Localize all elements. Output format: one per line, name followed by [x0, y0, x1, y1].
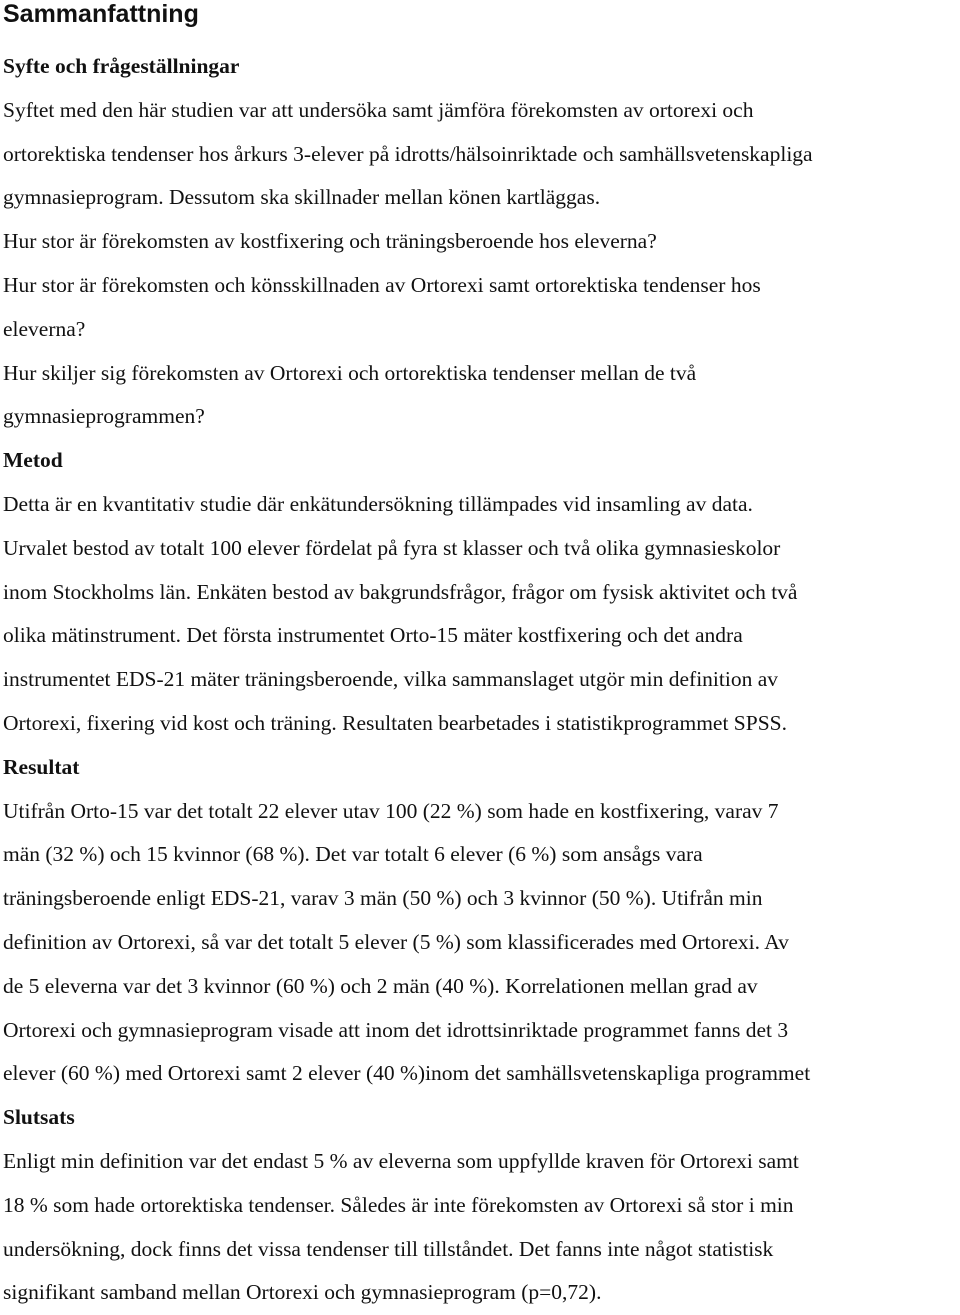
text-line: de 5 eleverna var det 3 kvinnor (60 %) och 2 män (40 %). Korrelationen mellan grad av [3, 973, 758, 998]
text-line: signifikant samband mellan Ortorexi och gymnasieprogram (p=0,72). [3, 1280, 602, 1305]
text-line: träningsberoende enligt EDS-21, varav 3 män (50 %) och 3 kvinnor (50 %). Utifrån min [3, 886, 763, 911]
document-page [3, 0, 958, 1315]
section-syfte [3, 45, 958, 439]
text-line: Urvalet bestod av totalt 100 elever fördelat på fyra st klasser och två olika gymnasieskolor [3, 535, 781, 560]
section-heading-syfte: Syfte och frågeställningar [3, 54, 240, 78]
text-line: elever (60 %) med Ortorexi samt 2 elever (40 %)inom det samhällsvetenskapliga programmet [3, 1061, 811, 1086]
text-line: Detta är en kvantitativ studie där enkätundersökning tillämpades vid insamling av data. [3, 491, 753, 516]
text-line: Hur stor är förekomsten av kostfixering och träningsberoende hos eleverna? [3, 229, 657, 254]
text-line: Enligt min definition var det endast 5 % av eleverna som uppfyllde kraven för Ortorexi samt [3, 1148, 799, 1173]
text-line: Syftet med den här studien var att undersöka samt jämföra förekomsten av ortorexi och [3, 97, 754, 122]
text-line: Utifrån Orto-15 var det totalt 22 elever utav 100 (22 %) som hade en kostfixering, varav 7 [3, 798, 779, 823]
text-line: ortorektiska tendenser hos årkurs 3-elever på idrotts/hälsoinriktade och samhällsvetenskapliga [3, 141, 813, 166]
text-line: Hur skiljer sig förekomsten av Ortorexi och ortorektiska tendenser mellan de två [3, 360, 697, 385]
text-line: Ortorexi, fixering vid kost och träning. Resultaten bearbetades i statistikprogrammet SPSS. [3, 710, 788, 735]
text-line: Ortorexi och gymnasieprogram visade att inom det idrottsinriktade programmet fanns det 3 [3, 1017, 789, 1042]
text-line: instrumentet EDS-21 mäter träningsberoende, vilka sammanslaget utgör min definition av [3, 667, 779, 692]
section-heading-metod: Metod [3, 448, 63, 473]
text-line: eleverna? [3, 316, 86, 341]
text-line: gymnasieprogram. Dessutom ska skillnader mellan könen kartläggas. [3, 185, 601, 210]
text-line: 18 % som hade ortorektiska tendenser. Således är inte förekomsten av Ortorexi så stor i min [3, 1192, 794, 1217]
text-line: undersökning, dock finns det vissa tendenser till tillståndet. Det fanns inte något statistisk [3, 1236, 774, 1261]
text-line: inom Stockholms län. Enkäten bestod av bakgrundsfrågor, frågor om fysisk aktivitet och två [3, 579, 798, 604]
text-line: definition av Ortorexi, så var det totalt 5 elever (5 %) som klassificerades med Ortorexi. Av [3, 929, 789, 954]
section-metod [3, 439, 958, 746]
section-slutsats [3, 1096, 958, 1315]
section-heading-resultat: Resultat [3, 754, 80, 779]
text-line: gymnasieprogrammen? [3, 404, 205, 429]
page-title: Sammanfattning [3, 0, 199, 28]
section-heading-slutsats: Slutsats [3, 1105, 75, 1130]
text-line: Hur stor är förekomsten och könsskillnaden av Ortorexi samt ortorektiska tendenser hos [3, 272, 761, 297]
section-resultat [3, 746, 958, 1096]
text-line: olika mätinstrument. Det första instrumentet Orto-15 mäter kostfixering och det andra [3, 623, 743, 648]
text-line: män (32 %) och 15 kvinnor (68 %). Det var totalt 6 elever (6 %) som ansågs vara [3, 842, 703, 867]
